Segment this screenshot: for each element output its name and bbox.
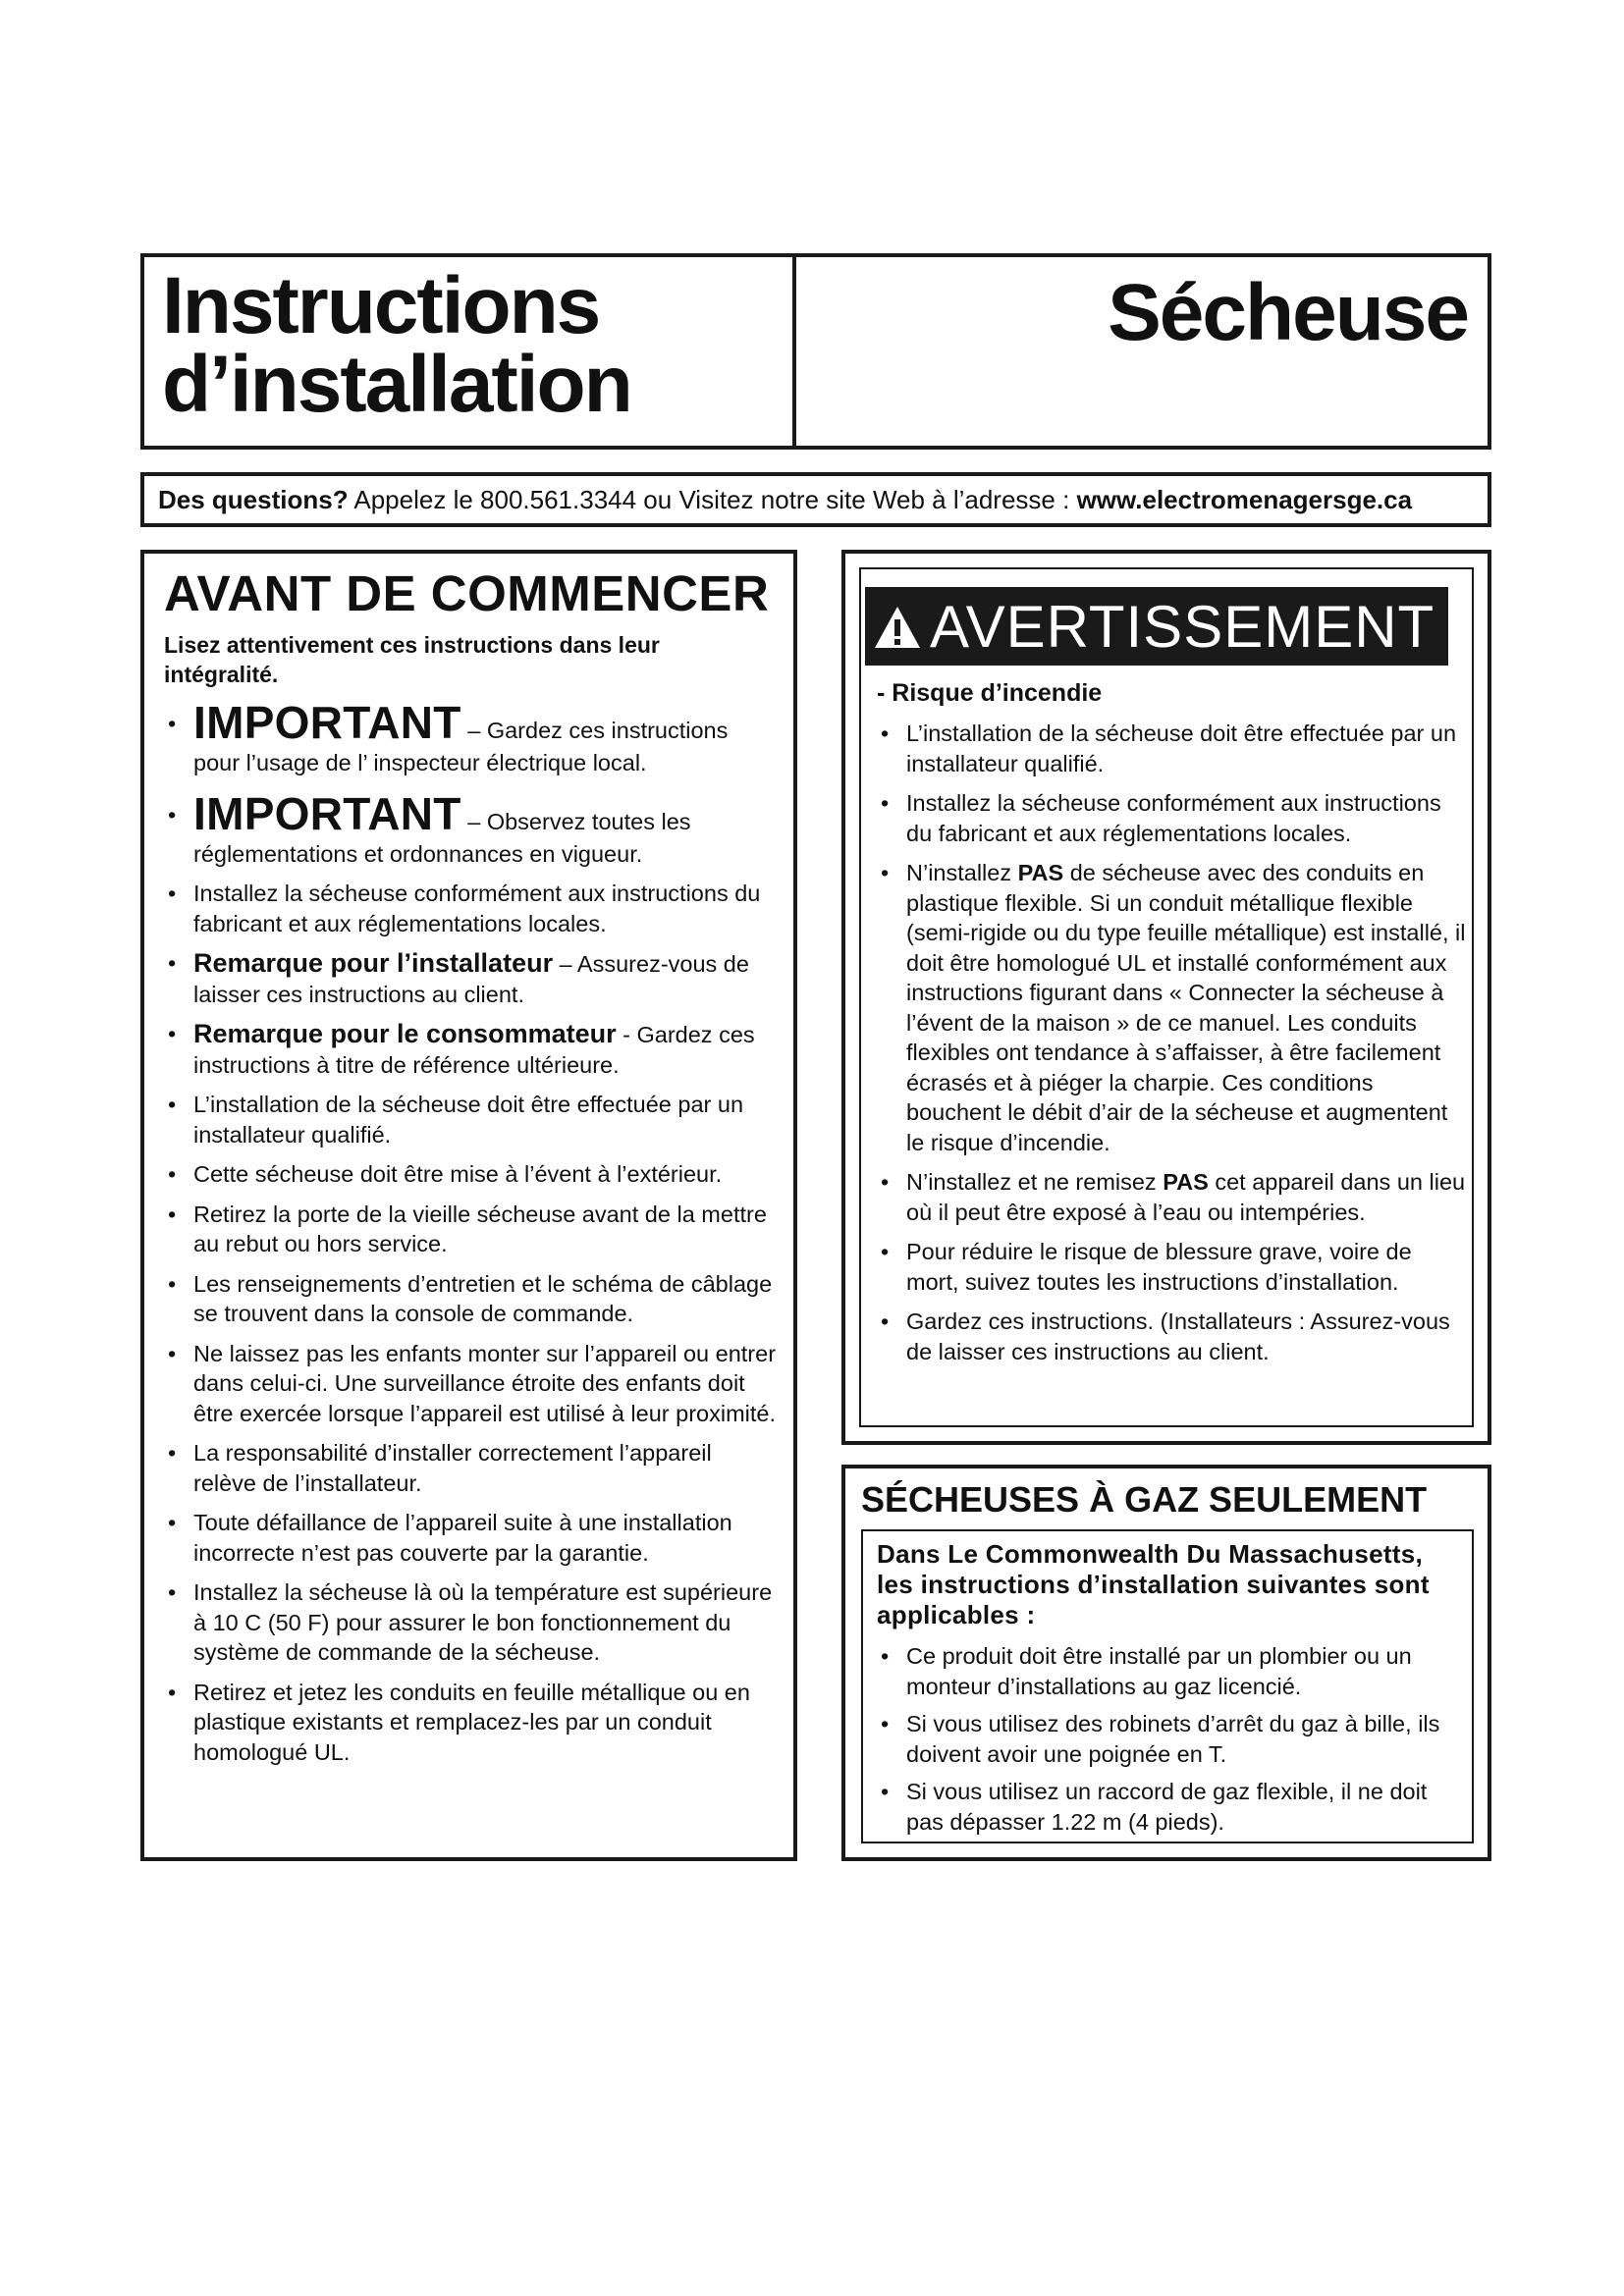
list-item-text: Si vous utilisez un raccord de gaz flexible, il ne doit pas dépasser 1.22 m (4 pieds). [906,1779,1428,1835]
bullet: • [881,1711,890,1736]
list-item [164,697,778,778]
bullet: • [168,1270,177,1297]
risk-label: - Risque d’incendie [877,679,1103,707]
questions-bar [140,472,1491,527]
list-item-text: Toute défaillance de l’appareil suite à une installation incorrecte n’est pas couverte par la garantie. [193,1510,732,1566]
list-item [877,1641,1458,1701]
product-name: Sécheuse [1108,268,1468,357]
note-label: Remarque pour le consommateur [193,1019,617,1048]
questions-label: Des questions? [158,485,349,514]
list-item [164,1019,778,1080]
bullet: • [168,801,177,828]
list-item [877,1777,1458,1837]
questions-text: Appelez le 800.561.3344 ou Visitez notre site Web à l’adresse : [348,485,1077,514]
note-text: - Gardez ces instructions à titre de référence ultérieure. [193,1022,755,1078]
warning-section [841,550,1491,1445]
list-item [164,1508,778,1568]
list-item-text: L’installation de la sécheuse doit être effectuée par un installateur qualifié. [193,1092,744,1148]
list-item [164,1200,778,1259]
important-label: IMPORTANT [193,787,461,839]
note-text: – Assurez-vous de laisser ces instructions au client. [193,951,749,1007]
bullet: • [168,881,177,906]
note-label: Remarque pour l’installateur [193,948,554,978]
warning-banner [865,587,1448,666]
list-item [164,1090,778,1149]
list-item-text: Installez la sécheuse conformément aux instructions du fabricant et aux réglementations locales. [193,881,761,936]
list-item [164,1339,778,1429]
list-item [164,1159,778,1190]
list-item-text: Gardez ces instructions. (Installateurs : Assurez-vous de laisser ces instructions au client. [906,1308,1450,1364]
bullet: • [881,1308,890,1334]
list-item [877,1167,1468,1227]
list-item [877,1237,1468,1297]
section-heading: SÉCHEUSES À GAZ SEULEMENT [861,1479,1428,1520]
emphasis: PAS [1017,860,1064,885]
important-text: – Observez toutes les réglementations et ordonnances en vigueur. [193,808,691,867]
bullet: • [881,790,890,816]
list-item-text: Installez la sécheuse là où la température est supérieure à 10 C (50 F) pour assurer le bon fonctionnement du système de commande de la sécheuse. [193,1579,773,1665]
list-item-text: Cette sécheuse doit être mise à l’évent à l’extérieur. [193,1161,723,1187]
list-item-text: Installez la sécheuse conformément aux instructions du fabricant et aux réglementations locales. [906,790,1441,846]
list-item [164,1269,778,1329]
list-item-text: La responsabilité d’installer correctement l’appareil relève de l’installateur. [193,1440,712,1496]
bullet: • [168,1579,177,1605]
list-item [877,1307,1468,1366]
massachusetts-box [861,1529,1474,1843]
list-item [164,879,778,938]
list-item-text: N’installez et ne remisez [906,1169,1164,1195]
website-link[interactable]: www.electromenagersge.ca [1076,485,1413,514]
list-item [877,719,1468,778]
bullet: • [168,950,177,976]
list-item [164,1577,778,1668]
bullet: • [168,1201,177,1227]
massachusetts-intro: Dans Le Commonwealth Du Massachusetts, les instructions d’installation suivantes sont applicables : [877,1539,1430,1629]
list-item-text: Retirez et jetez les conduits en feuille métallique ou en plastique existants et remplacez-les par un conduit homologué UL. [193,1679,750,1765]
bullet: • [168,1440,177,1466]
title-line-1: Instructions [162,261,600,350]
before-you-begin-section [140,550,797,1861]
bullet: • [168,1340,177,1366]
list-item-text: cet appareil dans un lieu où il peut être exposé à l’eau ou intempéries. [906,1169,1466,1225]
section-intro: Lisez attentivement ces instructions dans leur intégralité. [164,632,660,687]
important-text: – Gardez ces instructions pour l’usage de l’ inspecteur électrique local. [193,718,729,775]
bullet: • [881,860,890,885]
bullet: • [168,1021,177,1046]
list-item-text: Ne laissez pas les enfants monter sur l’appareil ou entrer dans celui-ci. Une surveillance étroite des enfants doit être exercée lorsque l’appareil est utilisé à leur proximité. [193,1340,777,1426]
bullet: • [168,1510,177,1535]
list-item [164,948,778,1009]
title-block [140,253,1491,450]
bullet: • [168,1679,177,1705]
important-label: IMPORTANT [193,697,461,748]
list-item-text: Pour réduire le risque de blessure grave, voire de mort, suivez toutes les instructions d’installation. [906,1239,1412,1295]
title-divider [792,257,796,446]
list-item [164,788,778,870]
gas-dryers-section [841,1465,1491,1861]
list-item-text: de sécheuse avec des conduits en plastique flexible. Si un conduit métallique flexible (semi-rigide ou du type feuille métallique) est installé, il doit être homologué UL et installé conformément aux instructions figurant dans « Connecter la sécheuse à l’évent de la maison » de ce manuel. Les conduits flexibles ont tendance à s’affaisser, à être facilement écrasés et à piéger la charpie. Ces conditions bouchent le débit d’air de la sécheuse et augmentent le risque d’incendie. [906,860,1466,1155]
document-title [162,261,631,429]
list-item [877,1709,1458,1769]
list-item-text: L’installation de la sécheuse doit être effectuée par un installateur qualifié. [906,721,1457,776]
list-item-text: Les renseignements d’entretien et le schéma de câblage se trouvent dans la console de commande. [193,1270,773,1326]
list-item [877,788,1468,848]
list-item-text: Si vous utilisez des robinets d’arrêt du gaz à bille, ils doivent avoir une poignée en T. [906,1711,1440,1767]
emphasis: PAS [1163,1169,1209,1195]
bullet: • [168,1092,177,1117]
bullet: • [881,721,890,746]
warning-title: AVERTISSEMENT [930,594,1435,660]
bullet: • [881,1779,890,1804]
list-item-text: Ce produit doit être installé par un plombier ou un monteur d’installations au gaz licencié. [906,1643,1412,1699]
list-item [877,858,1468,1157]
list-item [164,1678,778,1768]
bullet: • [881,1239,890,1264]
list-item-text: Retirez la porte de la vieille sécheuse avant de la mettre au rebut ou hors service. [193,1201,767,1256]
list-item [164,1438,778,1498]
list-item-text: N’installez [906,860,1018,885]
bullet: • [881,1643,890,1669]
section-heading: AVANT DE COMMENCER [164,565,770,621]
warning-triangle-icon [873,605,922,650]
bullet: • [168,1161,177,1187]
title-line-2: d’installation [162,340,631,429]
bullet: • [168,711,177,736]
bullet: • [881,1169,890,1195]
